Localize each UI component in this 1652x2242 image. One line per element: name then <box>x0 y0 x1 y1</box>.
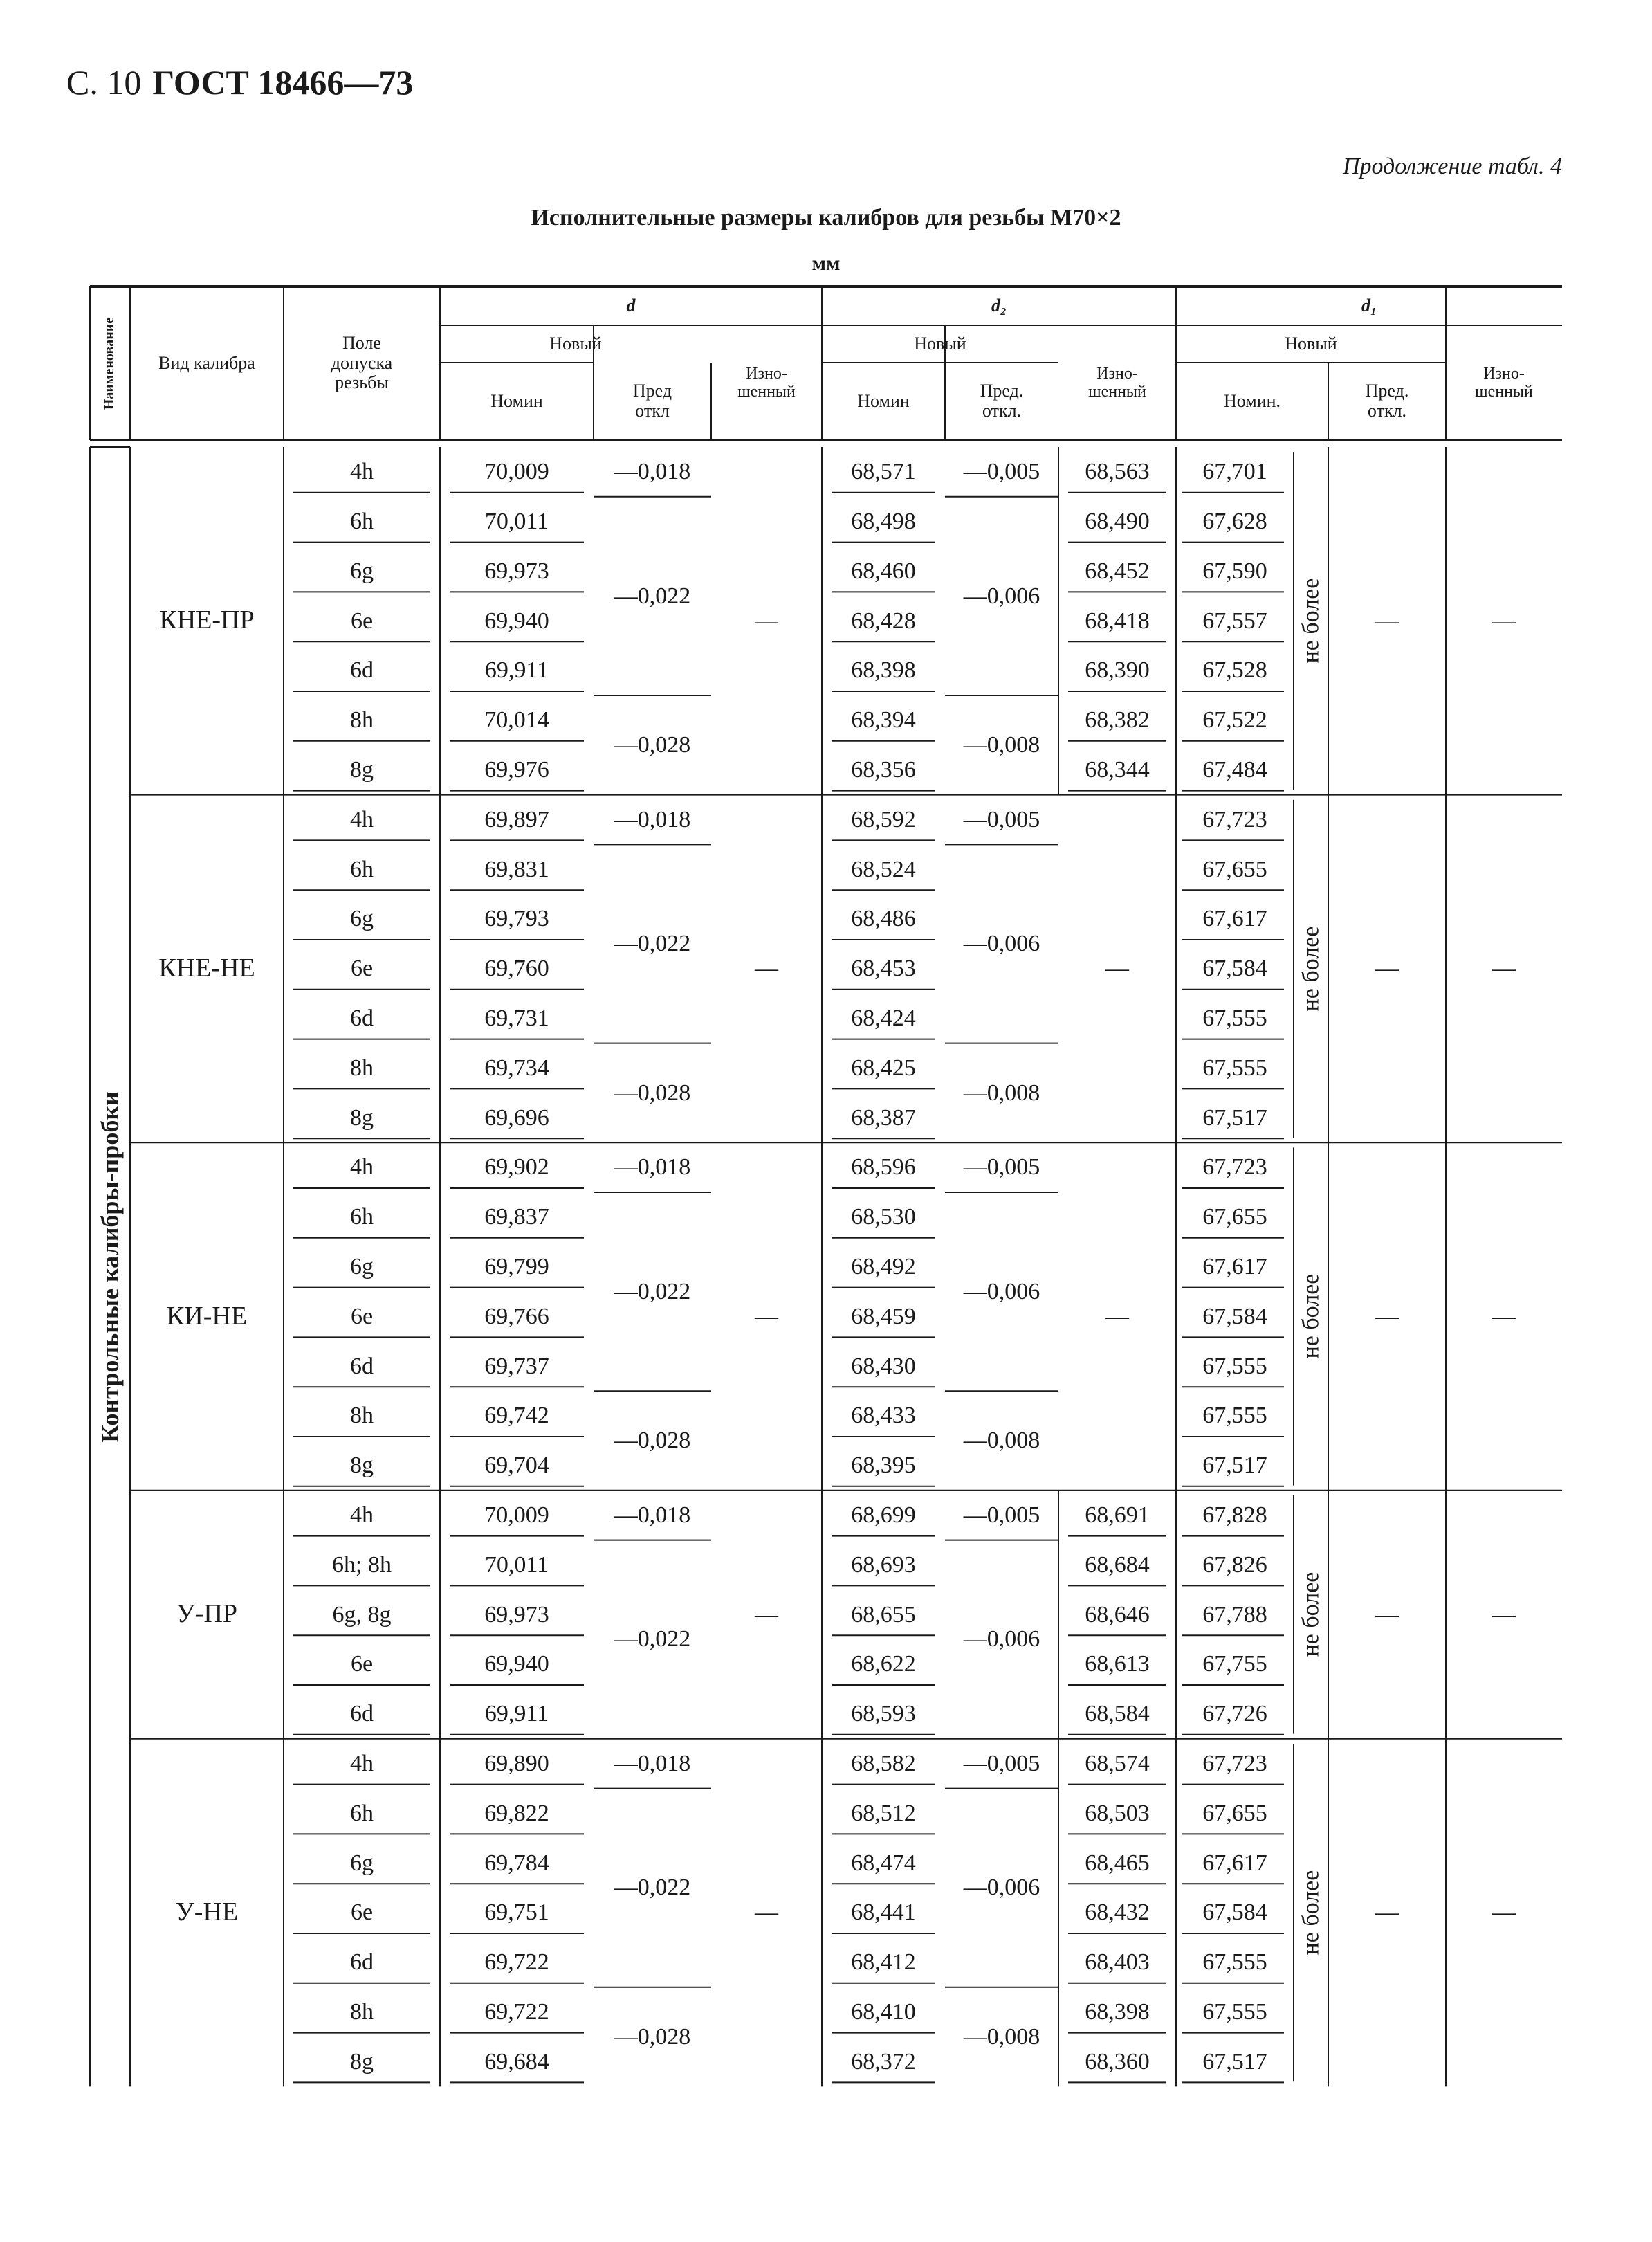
gauge-type-label: У-НЕ <box>175 1897 239 1927</box>
d-nominal: 69,684 <box>484 2048 549 2075</box>
not-more-label-text: не более <box>1298 1571 1324 1657</box>
table-caption: Исполнительные размеры калибров для резьбы М70×2 <box>531 205 1121 230</box>
d-nominal: 69,751 <box>484 1899 549 1926</box>
d2-deviation: —0,005 <box>963 459 1040 485</box>
d2-nominal: 68,412 <box>851 1949 916 1976</box>
d1-nominal: 67,555 <box>1202 1005 1267 1031</box>
tolerance-field: 6e <box>350 956 374 982</box>
d1-nominal: 67,726 <box>1202 1701 1267 1727</box>
d2-nominal: 68,498 <box>851 509 916 534</box>
d-deviation: —0,022 <box>614 583 691 609</box>
d2-nominal: 68,622 <box>851 1651 916 1677</box>
d1-worn-dash: — <box>1492 1899 1516 1926</box>
d1-nominal: 67,522 <box>1202 707 1267 733</box>
d-nominal: 69,742 <box>484 1403 549 1429</box>
d-deviation: —0,022 <box>614 931 691 957</box>
d1-nominal: 67,701 <box>1202 459 1267 485</box>
header-deviation: Пред откл <box>632 381 672 421</box>
d2-nominal: 68,372 <box>851 2048 916 2075</box>
header-worn: Изно-шенный <box>1475 364 1533 401</box>
d-nominal: 69,911 <box>484 657 549 684</box>
d1-nominal: 67,517 <box>1202 1104 1267 1131</box>
d2-nominal: 68,596 <box>851 1154 916 1181</box>
d-nominal: 69,940 <box>484 608 549 634</box>
header-nominal: Номин <box>490 390 543 411</box>
tolerance-field: 6h <box>350 1204 374 1230</box>
d1-deviation-dash: — <box>1375 956 1399 982</box>
tolerance-field: 8g <box>350 2048 374 2075</box>
d1-nominal: 67,555 <box>1202 1999 1267 2025</box>
tolerance-field: 6g, 8g <box>332 1601 392 1628</box>
standard-code: ГОСТ 18466—73 <box>152 63 414 102</box>
d2-nominal: 68,459 <box>851 1303 916 1329</box>
tolerance-field: 4h <box>350 806 374 832</box>
d-nominal: 69,737 <box>484 1353 549 1379</box>
d-nominal: 69,784 <box>484 1850 549 1876</box>
header-worn: Изно-шенный <box>737 364 796 401</box>
tolerance-field: 8g <box>350 1104 374 1131</box>
not-more-label <box>1294 447 1328 795</box>
d2-nominal: 68,582 <box>851 1751 916 1776</box>
d-nominal: 69,822 <box>484 1800 549 1826</box>
tolerance-field: 6g <box>350 1254 374 1279</box>
d1-nominal: 67,555 <box>1202 1353 1267 1379</box>
d1-nominal: 67,584 <box>1202 1303 1267 1329</box>
d-nominal: 69,897 <box>484 806 549 832</box>
d1-deviation-dash: — <box>1375 1303 1399 1329</box>
row-group-label-text: Контрольные калибры-пробки <box>96 1091 125 1443</box>
d2-nominal: 68,571 <box>851 459 916 485</box>
d2-worn: 68,490 <box>1085 509 1150 534</box>
header-worn: Изно-шенный <box>1088 364 1146 401</box>
d1-nominal: 67,628 <box>1202 509 1267 534</box>
d-nominal: 69,890 <box>484 1751 549 1776</box>
d1-nominal: 67,826 <box>1202 1551 1267 1578</box>
d1-deviation-dash: — <box>1375 608 1399 634</box>
page-number: С. 10 <box>66 63 142 102</box>
d1-nominal: 67,723 <box>1202 1751 1267 1776</box>
d2-deviation: —0,005 <box>963 806 1040 832</box>
d-deviation: —0,028 <box>614 1428 691 1454</box>
d1-nominal: 67,484 <box>1202 757 1267 783</box>
header-d2: d₂ <box>991 295 1007 316</box>
d2-worn: 68,691 <box>1085 1502 1150 1528</box>
d-deviation: —0,022 <box>614 1875 691 1901</box>
d1-nominal: 67,788 <box>1202 1601 1267 1628</box>
d-nominal: 69,793 <box>484 906 549 932</box>
d1-nominal: 67,584 <box>1202 956 1267 982</box>
d1-nominal: 67,555 <box>1202 1055 1267 1081</box>
header-d1: d₁ <box>1361 295 1377 316</box>
not-more-label <box>1294 1142 1328 1491</box>
tolerance-field: 8h <box>350 1403 374 1429</box>
d-nominal: 69,799 <box>484 1254 549 1279</box>
d2-nominal: 68,394 <box>851 707 916 733</box>
d1-nominal: 67,617 <box>1202 906 1267 932</box>
d2-nominal: 68,492 <box>851 1254 916 1279</box>
d-nominal: 69,911 <box>484 1701 549 1727</box>
d2-nominal: 68,593 <box>851 1701 916 1727</box>
d2-worn: 68,344 <box>1085 757 1150 783</box>
d1-nominal: 67,590 <box>1202 558 1267 584</box>
tolerance-field: 6e <box>350 1899 374 1926</box>
d2-deviation: —0,006 <box>963 583 1040 609</box>
gauge-type-label: КНЕ-НЕ <box>158 953 255 983</box>
header-name <box>90 286 130 440</box>
d2-deviation: —0,008 <box>963 2023 1040 2050</box>
d1-nominal: 67,655 <box>1202 1800 1267 1826</box>
tolerance-field: 8h <box>350 1055 374 1081</box>
d2-worn: 68,432 <box>1085 1899 1150 1926</box>
row-group-label <box>90 447 130 2086</box>
continuation-note: Продолжение табл. 4 <box>1342 154 1562 179</box>
tolerance-field: 6h <box>350 1800 374 1826</box>
d1-deviation-dash: — <box>1375 1899 1399 1926</box>
d2-nominal: 68,524 <box>851 856 916 882</box>
d2-deviation: —0,006 <box>963 1875 1040 1901</box>
d1-nominal: 67,528 <box>1202 657 1267 684</box>
tolerance-field: 4h <box>350 1154 374 1181</box>
d1-worn-dash: — <box>1492 608 1516 634</box>
d-nominal: 69,731 <box>484 1005 549 1031</box>
d-nominal: 69,973 <box>484 1601 549 1628</box>
d2-nominal: 68,410 <box>851 1999 916 2025</box>
header-deviation: Пред. откл. <box>980 381 1024 421</box>
d-worn-dash: — <box>755 608 778 634</box>
not-more-label-text: не более <box>1298 1870 1324 1956</box>
tolerance-field: 6d <box>350 1005 374 1031</box>
d-deviation: —0,018 <box>614 1154 691 1181</box>
tolerance-field: 6h; 8h <box>332 1551 392 1578</box>
d2-deviation: —0,008 <box>963 1428 1040 1454</box>
not-more-label <box>1294 795 1328 1143</box>
d2-nominal: 68,433 <box>851 1403 916 1429</box>
d2-deviation: —0,008 <box>963 732 1040 758</box>
d1-nominal: 67,655 <box>1202 1204 1267 1230</box>
d2-worn-dash: — <box>1105 956 1129 982</box>
tolerance-field: 6g <box>350 906 374 932</box>
d2-worn: 68,574 <box>1085 1751 1150 1776</box>
d2-worn: 68,390 <box>1085 657 1150 684</box>
d2-deviation: —0,005 <box>963 1751 1040 1776</box>
d-deviation: —0,018 <box>614 1751 691 1776</box>
d2-deviation: —0,008 <box>963 1079 1040 1106</box>
d1-nominal: 67,755 <box>1202 1651 1267 1677</box>
tolerance-field: 6h <box>350 509 374 534</box>
tolerance-field: 4h <box>350 1751 374 1776</box>
d-nominal: 70,011 <box>484 509 549 534</box>
d2-nominal: 68,430 <box>851 1353 916 1379</box>
not-more-label-text: не более <box>1298 1274 1324 1359</box>
d2-worn: 68,465 <box>1085 1850 1150 1876</box>
d2-nominal: 68,398 <box>851 657 916 684</box>
d2-nominal: 68,424 <box>851 1005 916 1031</box>
tolerance-field: 6g <box>350 1850 374 1876</box>
d-deviation: —0,028 <box>614 1079 691 1106</box>
header-gauge-type: Вид калибра <box>158 352 255 373</box>
d1-worn-dash: — <box>1492 956 1516 982</box>
tolerance-field: 8h <box>350 707 374 733</box>
d2-worn: 68,503 <box>1085 1800 1150 1826</box>
tolerance-field: 4h <box>350 1502 374 1528</box>
d-deviation: —0,022 <box>614 1278 691 1304</box>
tolerance-field: 6g <box>350 558 374 584</box>
d-nominal: 69,831 <box>484 856 549 882</box>
d2-nominal: 68,699 <box>851 1502 916 1528</box>
d2-nominal: 68,530 <box>851 1204 916 1230</box>
d2-nominal: 68,693 <box>851 1551 916 1578</box>
tolerance-field: 6d <box>350 1949 374 1976</box>
gauge-type-label: КИ-НЕ <box>166 1301 248 1331</box>
d-nominal: 69,760 <box>484 956 549 982</box>
d-worn-dash: — <box>755 1899 778 1926</box>
d1-nominal: 67,517 <box>1202 1452 1267 1479</box>
d2-worn: 68,613 <box>1085 1651 1150 1677</box>
d2-worn: 68,382 <box>1085 707 1150 733</box>
d2-nominal: 68,655 <box>851 1601 916 1628</box>
header-tolerance: Поле допуска резьбы <box>331 333 393 393</box>
d2-worn: 68,646 <box>1085 1601 1150 1628</box>
d-nominal: 69,696 <box>484 1104 549 1131</box>
d-nominal: 69,837 <box>484 1204 549 1230</box>
header-new: Новый <box>549 333 602 354</box>
d2-nominal: 68,512 <box>851 1800 916 1826</box>
d-nominal: 69,734 <box>484 1055 549 1081</box>
tolerance-field: 6d <box>350 1701 374 1727</box>
d2-nominal: 68,460 <box>851 558 916 584</box>
d-deviation: —0,028 <box>614 732 691 758</box>
d2-worn: 68,403 <box>1085 1949 1150 1976</box>
d-nominal: 70,009 <box>484 459 549 485</box>
d-nominal: 69,940 <box>484 1651 549 1677</box>
tolerance-field: 6d <box>350 1353 374 1379</box>
tolerance-field: 6d <box>350 657 374 684</box>
units-label: мм <box>811 252 841 275</box>
tolerance-field: 8g <box>350 757 374 783</box>
not-more-label <box>1294 1491 1328 1739</box>
tolerance-field: 4h <box>350 459 374 485</box>
d1-nominal: 67,828 <box>1202 1502 1267 1528</box>
d2-nominal: 68,453 <box>851 956 916 982</box>
d1-nominal: 67,555 <box>1202 1403 1267 1429</box>
d-nominal: 69,722 <box>484 1999 549 2025</box>
d-deviation: —0,022 <box>614 1626 691 1652</box>
d-nominal: 70,014 <box>484 707 549 733</box>
d2-nominal: 68,486 <box>851 906 916 932</box>
d2-nominal: 68,428 <box>851 608 916 634</box>
d-worn-dash: — <box>755 1303 778 1329</box>
d-worn-dash: — <box>755 1601 778 1628</box>
gauge-type-label: У-ПР <box>176 1599 238 1629</box>
d-deviation: —0,018 <box>614 806 691 832</box>
header-new: Новый <box>914 333 966 354</box>
d2-nominal: 68,395 <box>851 1452 916 1479</box>
d2-worn: 68,563 <box>1085 459 1150 485</box>
d2-worn: 68,452 <box>1085 558 1150 584</box>
d1-nominal: 67,723 <box>1202 806 1267 832</box>
header-nominal: Номин. <box>1223 390 1281 411</box>
d-nominal: 69,973 <box>484 558 549 584</box>
d2-deviation: —0,006 <box>963 931 1040 957</box>
d1-nominal: 67,555 <box>1202 1949 1267 1976</box>
d2-worn: 68,360 <box>1085 2048 1150 2075</box>
d-worn-dash: — <box>755 956 778 982</box>
d1-worn-dash: — <box>1492 1601 1516 1628</box>
tolerance-field: 6e <box>350 1303 374 1329</box>
d2-worn: 68,584 <box>1085 1701 1150 1727</box>
d2-deviation: —0,006 <box>963 1278 1040 1304</box>
d1-nominal: 67,517 <box>1202 2048 1267 2075</box>
d2-nominal: 68,356 <box>851 757 916 783</box>
header-name-text: Наименование <box>102 317 118 410</box>
d-nominal: 69,722 <box>484 1949 549 1976</box>
not-more-label-text: не более <box>1298 926 1324 1012</box>
d-deviation: —0,018 <box>614 1502 691 1528</box>
d2-nominal: 68,387 <box>851 1104 916 1131</box>
d1-nominal: 67,557 <box>1202 608 1267 634</box>
d-nominal: 69,766 <box>484 1303 549 1329</box>
tolerance-field: 8h <box>350 1999 374 2025</box>
d1-nominal: 67,617 <box>1202 1850 1267 1876</box>
d1-nominal: 67,617 <box>1202 1254 1267 1279</box>
d-deviation: —0,028 <box>614 2023 691 2050</box>
tolerance-field: 8g <box>350 1452 374 1479</box>
d2-deviation: —0,005 <box>963 1154 1040 1181</box>
d2-worn-dash: — <box>1105 1303 1129 1329</box>
header-new: Новый <box>1285 333 1337 354</box>
d2-worn: 68,418 <box>1085 608 1150 634</box>
d2-nominal: 68,425 <box>851 1055 916 1081</box>
d-nominal: 69,704 <box>484 1452 549 1479</box>
d2-nominal: 68,441 <box>851 1899 916 1926</box>
d2-nominal: 68,592 <box>851 806 916 832</box>
not-more-label-text: не более <box>1298 578 1324 664</box>
d1-nominal: 67,655 <box>1202 856 1267 882</box>
d-nominal: 69,976 <box>484 757 549 783</box>
d-deviation: —0,018 <box>614 459 691 485</box>
d2-deviation: —0,006 <box>963 1626 1040 1652</box>
gauge-type-label: КНЕ-ПР <box>159 605 255 635</box>
header-nominal: Номин <box>857 390 910 411</box>
d1-worn-dash: — <box>1492 1303 1516 1329</box>
d-nominal: 70,009 <box>484 1502 549 1528</box>
header-d: d <box>626 295 636 316</box>
d2-deviation: —0,005 <box>963 1502 1040 1528</box>
tolerance-field: 6e <box>350 608 374 634</box>
tolerance-field: 6h <box>350 856 374 882</box>
d2-worn: 68,684 <box>1085 1551 1150 1578</box>
tolerance-field: 6e <box>350 1651 374 1677</box>
d2-nominal: 68,474 <box>851 1850 916 1876</box>
d-nominal: 69,902 <box>484 1154 549 1181</box>
d1-deviation-dash: — <box>1375 1601 1399 1628</box>
d2-worn: 68,398 <box>1085 1999 1150 2025</box>
d1-nominal: 67,584 <box>1202 1899 1267 1926</box>
not-more-label <box>1294 1739 1328 2087</box>
d1-nominal: 67,723 <box>1202 1154 1267 1181</box>
header-deviation: Пред. откл. <box>1365 381 1409 421</box>
d-nominal: 70,011 <box>484 1551 549 1578</box>
